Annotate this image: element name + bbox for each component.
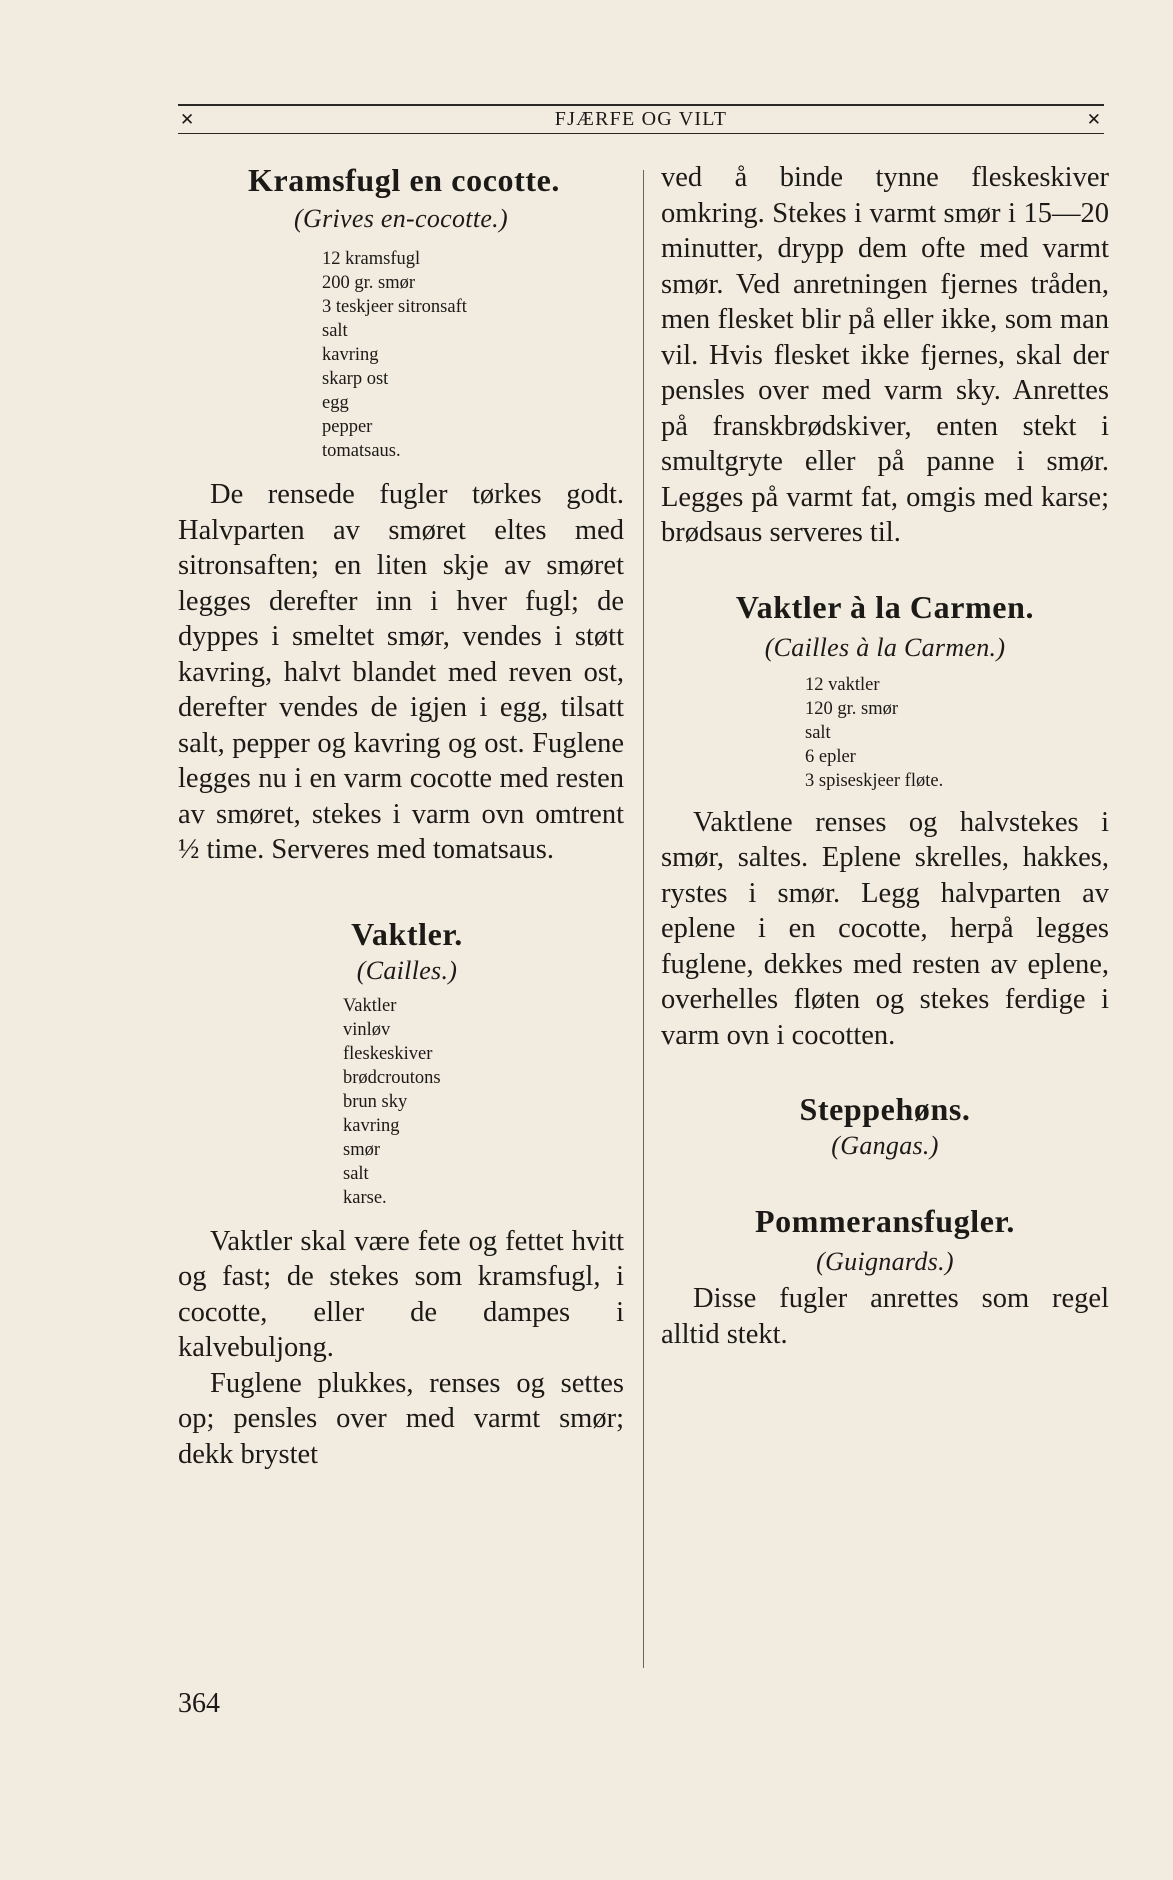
recipe-text: Vaktler skal være fete og fettet hvitt og fast; de stekes som kramsfugl, i cocotte, eller de dampes i kalvebuljong. (178, 1225, 624, 1363)
ingredient: karse. (343, 1187, 387, 1208)
ingredient: 12 vaktler (805, 674, 880, 695)
recipe-vaktler (178, 914, 624, 1473)
recipe-text: De rensede fugler tørkes godt. Halvparten av smøret eltes med sitronsaften; en liten skje av smøret legges derefter inn i hver fugl; de dyppes i smeltet smør, vendes i støtt kavring, halvt blandet med reven ost, derefter vendes de igjen i egg, tilsatt salt, pepper og kavring og ost. Fuglene legges nu i en varm cocotte med resten av smøret, stekes i varm ovn omtrent ½ time. Serveres med tomatsaus. (178, 479, 624, 865)
running-head (178, 104, 1104, 134)
ingredient: smør (343, 1139, 380, 1160)
ornament-right-icon: ✕ (1086, 109, 1102, 130)
ingredient: 3 spiseskjeer fløte. (805, 770, 944, 791)
ingredient: salt (343, 1163, 369, 1184)
recipe-kramsfugl (178, 160, 624, 868)
recipe-title: Vaktler. (351, 915, 463, 952)
recipe-subtitle: (Grives en-cocotte.) (294, 204, 508, 233)
running-head-title: FJÆRFE OG VILT (554, 108, 728, 130)
ingredient: 3 teskjeer sitronsaft (322, 297, 467, 317)
ingredient: salt (805, 722, 831, 743)
ingredient: skarp ost (322, 369, 389, 389)
ingredient: Vaktler (343, 995, 397, 1016)
recipe-text: Fuglene plukkes, renses og settes op; pensles over med varmt smør; dekk brystet (178, 1367, 624, 1470)
ingredient: pepper (322, 417, 373, 437)
recipe-vaktler-carmen (661, 587, 1109, 1054)
recipe-subtitle: (Cailles à la Carmen.) (764, 632, 1006, 662)
ingredient: 120 gr. smør (805, 698, 899, 719)
left-column (178, 160, 624, 1472)
ingredient: egg (322, 393, 349, 413)
ingredient: brun sky (343, 1091, 408, 1112)
right-column (661, 160, 1109, 1352)
ingredient: kavring (343, 1115, 400, 1136)
recipe-pommeransfugler (661, 1201, 1109, 1352)
ingredient: vinløv (343, 1019, 391, 1040)
recipe-title: Steppehøns. (799, 1091, 971, 1127)
recipe-title: Vaktler à la Carmen. (735, 588, 1035, 625)
ingredient: brødcroutons (343, 1067, 441, 1088)
ornament-left-icon: ✕ (180, 109, 196, 130)
recipe-steppehons (661, 1089, 1109, 1163)
recipe-subtitle: (Cailles.) (356, 955, 458, 985)
ingredient: kavring (322, 345, 379, 365)
ingredient: 200 gr. smør (322, 273, 416, 293)
page-number: 364 (178, 1688, 220, 1719)
ingredient: tomatsaus. (322, 441, 401, 461)
ingredient-list (805, 673, 1109, 793)
ingredient-list (343, 994, 624, 1210)
recipe-subtitle: (Gangas.) (831, 1131, 939, 1160)
ingredient: fleskeskiver (343, 1043, 433, 1064)
recipe-title: Kramsfugl en cocotte. (247, 162, 561, 198)
column-divider (643, 170, 644, 1668)
ingredient: 6 epler (805, 746, 856, 767)
ingredient: salt (322, 321, 348, 341)
ingredient-list (322, 247, 624, 463)
recipe-text: Vaktlene renses og halvstekes i smør, saltes. Eplene skrelles, hakkes, rystes i smør. Legg halvparten av eplene i en cocotte, herpå legges fuglene, dekkes med resten av eplene, overhelles fløten og stekes ferdige i varm ovn i cocotten. (661, 806, 1109, 1051)
recipe-title: Pommeransfugler. (755, 1203, 1015, 1239)
continued-text: ved å binde tynne fleskeskiver omkring. Stekes i varmt smør i 15—20 minutter, drypp dem ofte med varmt smør. Ved anretningen fjernes tråden, men flesket blir på eller ikke, som man vil. Hvis flesket ikke fjernes, skal der pensles over med varm sky. Anrettes på franskbrødskiver, enten stekt i smultgryte eller på panne i smør. Legges på varmt fat, omgis med karse; brødsaus serveres til. (661, 162, 1109, 548)
recipe-subtitle: (Guignards.) (816, 1247, 954, 1276)
recipe-text: Disse fugler anrettes som regel alltid stekt. (661, 1283, 1109, 1350)
ingredient: 12 kramsfugl (322, 249, 421, 269)
